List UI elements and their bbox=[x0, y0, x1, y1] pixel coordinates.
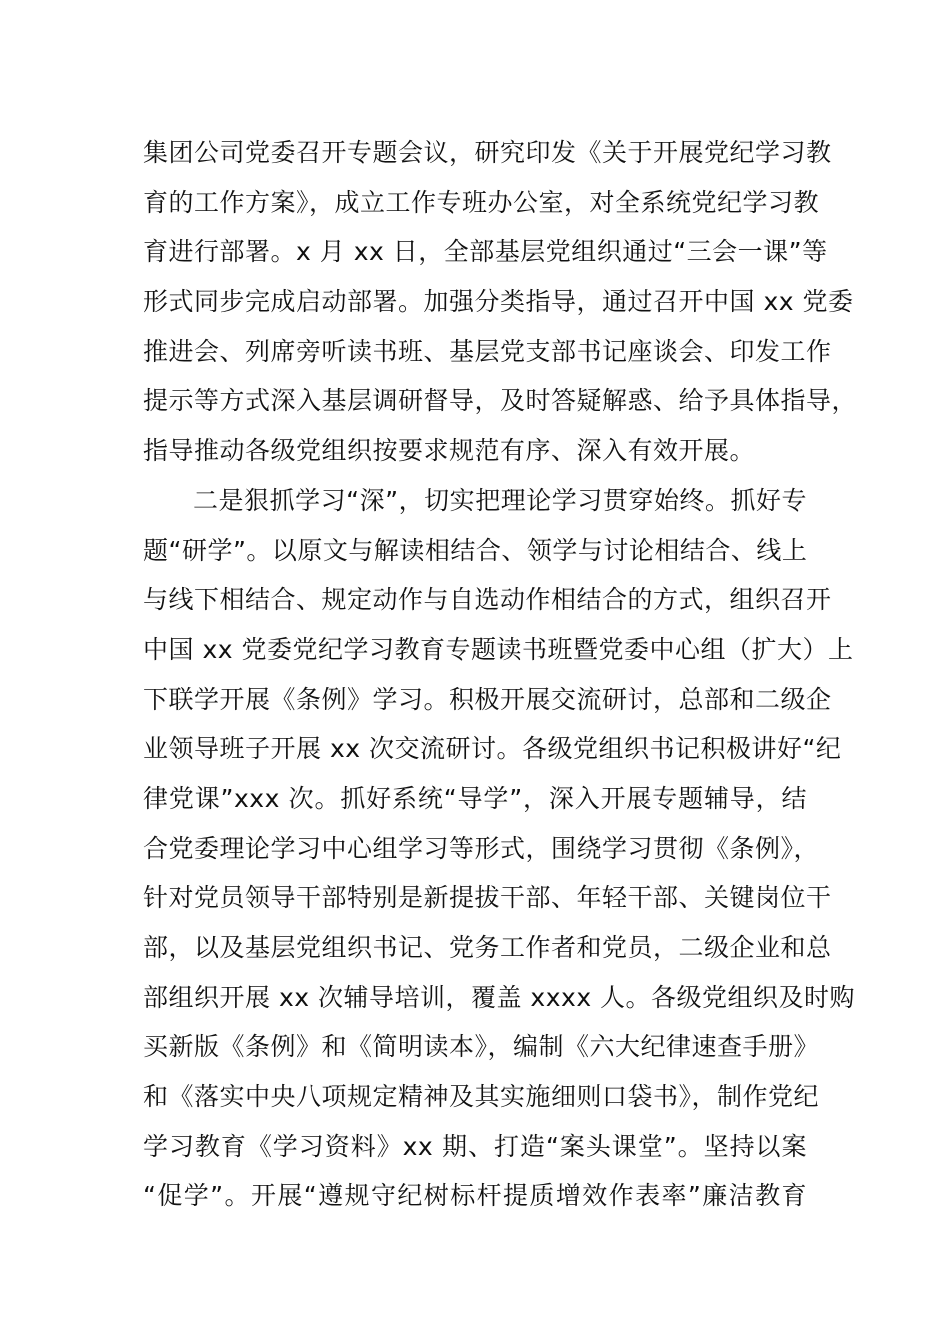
text-line: 针对党员领导干部特别是新提拔干部、年轻干部、关键岗位干 bbox=[143, 883, 832, 913]
text-line: 和《落实中央八项规定精神及其实施细则口袋书》，制作党纪 bbox=[143, 1082, 820, 1112]
text-line: “促学”。开展“遵规守纪树标杆提质增效作表率”廉洁教育 bbox=[143, 1181, 807, 1211]
text-line: 育进行部署。x 月 xx 日，全部基层党组织通过“三会一课”等 bbox=[143, 237, 828, 267]
text-line: 买新版《条例》和《简明读本》，编制《六大纪律速查手册》 bbox=[143, 1032, 820, 1062]
text-line: 提示等方式深入基层调研督导，及时答疑解惑、给予具体指导， bbox=[143, 386, 858, 416]
text-line: 部，以及基层党组织书记、党务工作者和党员，二级企业和总 bbox=[143, 933, 832, 962]
paragraph-first-line: 二是狠抓学习“深”，切实把理论学习贯穿始终。抓好专 bbox=[193, 485, 807, 515]
text-line: 部组织开展 xx 次辅导培训，覆盖 xxxx 人。各级党组织及时购 bbox=[143, 982, 856, 1012]
text-line: 形式同步完成启动部署。加强分类指导，通过召开中国 xx 党委 bbox=[143, 287, 854, 317]
document-body bbox=[143, 128, 858, 1221]
text-line: 下联学开展《条例》学习。积极开展交流研讨，总部和二级企 bbox=[143, 684, 832, 714]
text-line: 集团公司党委召开专题会议，研究印发《关于开展党纪学习教 bbox=[143, 138, 832, 167]
text-line: 指导推动各级党组织按要求规范有序、深入有效开展。 bbox=[143, 436, 756, 466]
text-line: 推进会、列席旁听读书班、基层党支部书记座谈会、印发工作 bbox=[143, 336, 832, 366]
text-line: 律党课”xxx 次。抓好系统“导学”，深入开展专题辅导，结 bbox=[143, 783, 807, 813]
text-line: 业领导班子开展 xx 次交流研讨。各级党组织书记积极讲好“纪 bbox=[143, 734, 842, 764]
text-line: 育的工作方案》，成立工作专班办公室，对全系统党纪学习教 bbox=[143, 187, 820, 217]
text-line: 中国 xx 党委党纪学习教育专题读书班暨党委中心组（扩大）上 bbox=[143, 634, 854, 664]
text-line: 与线下相结合、规定动作与自选动作相结合的方式，组织召开 bbox=[143, 585, 832, 615]
text-line: 合党委理论学习中心组学习等形式，围绕学习贯彻《条例》， bbox=[143, 833, 820, 863]
text-line: 学习教育《学习资料》xx 期、打造“案头课堂”。坚持以案 bbox=[143, 1131, 807, 1161]
text-line: 题“研学”。以原文与解读相结合、领学与讨论相结合、线上 bbox=[143, 535, 808, 565]
